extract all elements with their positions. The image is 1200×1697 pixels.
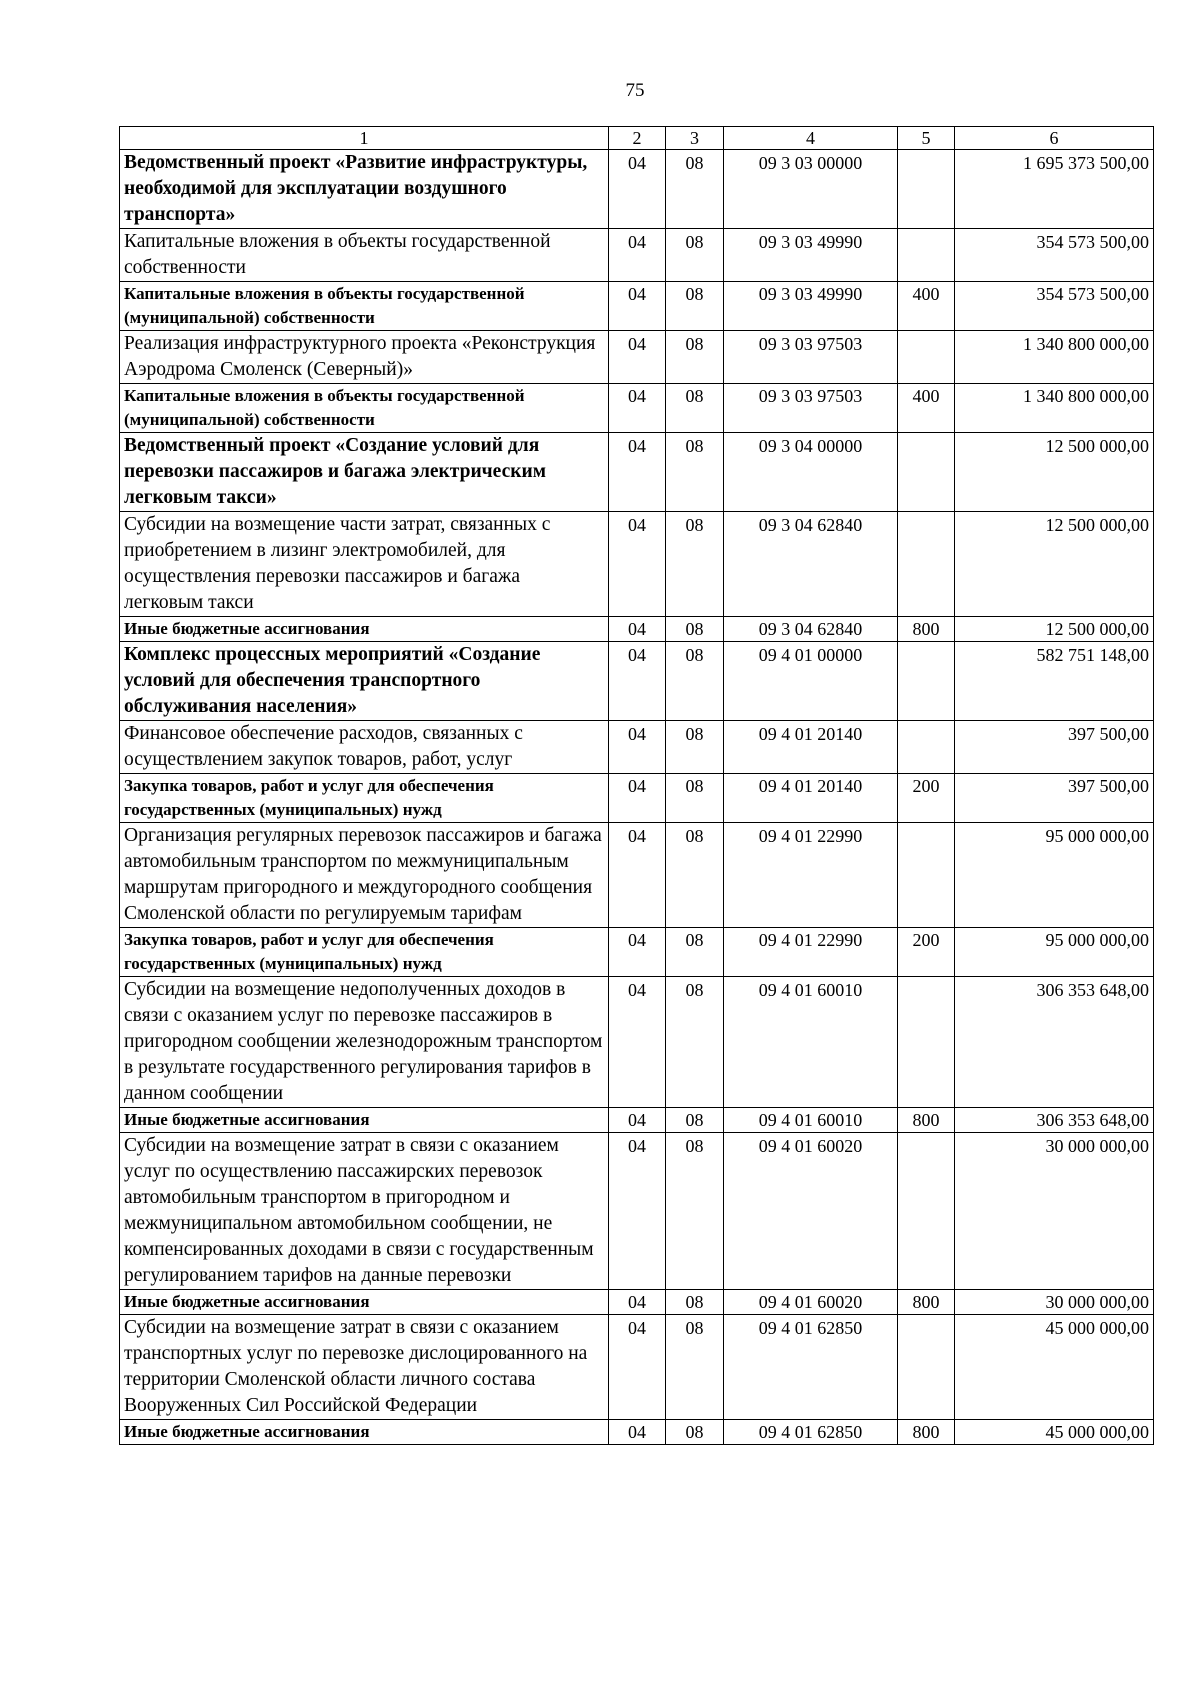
table-row [120,617,1154,642]
row-name-cell: Субсидии на возмещение затрат в связи с оказанием транспортных услуг по перевозке дислоцированного на территории Смоленской области личного состава Вооруженных Сил Российской Федерации [120,1315,609,1420]
row-expense-type-cell [898,721,955,774]
row-target-article-cell: 09 4 01 20140 [724,774,898,823]
row-name-cell: Закупка товаров, работ и услуг для обеспечения государственных (муниципальных) нужд [120,928,609,977]
row-section-cell: 04 [609,642,666,721]
row-expense-type-cell: 800 [898,617,955,642]
row-subsection-cell: 08 [666,977,724,1108]
row-name-cell: Ведомственный проект «Создание условий для перевозки пассажиров и багажа электрическим легковым такси» [120,433,609,512]
row-name-cell: Организация регулярных перевозок пассажиров и багажа автомобильным транспортом по межмуниципальным маршрутам пригородного и междугородного сообщения Смоленской области по регулируемым тарифам [120,823,609,928]
row-amount-cell: 45 000 000,00 [955,1315,1154,1420]
row-subsection-cell: 08 [666,1108,724,1133]
row-subsection-cell: 08 [666,774,724,823]
row-name-cell: Капитальные вложения в объекты государственной собственности [120,229,609,282]
table-row [120,1315,1154,1420]
row-target-article-cell: 09 3 04 00000 [724,433,898,512]
row-section-cell: 04 [609,1133,666,1290]
table-row [120,384,1154,433]
row-target-article-cell: 09 4 01 60010 [724,977,898,1108]
column-header: 4 [724,127,898,150]
row-expense-type-cell [898,150,955,229]
table-row [120,774,1154,823]
row-name-cell: Иные бюджетные ассигнования [120,617,609,642]
row-amount-cell: 397 500,00 [955,721,1154,774]
row-target-article-cell: 09 3 03 97503 [724,384,898,433]
row-expense-type-cell: 400 [898,384,955,433]
row-expense-type-cell [898,1315,955,1420]
row-target-article-cell: 09 4 01 60010 [724,1108,898,1133]
budget-table [119,126,1154,1445]
table-row [120,512,1154,617]
row-name-cell: Субсидии на возмещение части затрат, связанных с приобретением в лизинг электромобилей, для осуществления перевозки пассажиров и багажа легковым такси [120,512,609,617]
row-subsection-cell: 08 [666,823,724,928]
row-subsection-cell: 08 [666,229,724,282]
row-subsection-cell: 08 [666,1315,724,1420]
row-subsection-cell: 08 [666,1290,724,1315]
row-amount-cell: 30 000 000,00 [955,1290,1154,1315]
row-subsection-cell: 08 [666,433,724,512]
column-header: 6 [955,127,1154,150]
table-row [120,150,1154,229]
row-expense-type-cell [898,512,955,617]
table-row [120,823,1154,928]
row-amount-cell: 354 573 500,00 [955,282,1154,331]
row-expense-type-cell: 800 [898,1290,955,1315]
row-subsection-cell: 08 [666,512,724,617]
column-header: 5 [898,127,955,150]
row-expense-type-cell [898,1133,955,1290]
row-section-cell: 04 [609,150,666,229]
row-amount-cell: 12 500 000,00 [955,617,1154,642]
row-expense-type-cell [898,977,955,1108]
table-row [120,1133,1154,1290]
row-name-cell: Капитальные вложения в объекты государственной (муниципальной) собственности [120,384,609,433]
row-section-cell: 04 [609,774,666,823]
row-target-article-cell: 09 3 04 62840 [724,617,898,642]
row-name-cell: Реализация инфраструктурного проекта «Реконструкция Аэродрома Смоленск (Северный)» [120,331,609,384]
row-name-cell: Комплекс процессных мероприятий «Создание условий для обеспечения транспортного обслуживания населения» [120,642,609,721]
row-target-article-cell: 09 4 01 22990 [724,823,898,928]
row-subsection-cell: 08 [666,617,724,642]
row-target-article-cell: 09 4 01 22990 [724,928,898,977]
row-name-cell: Капитальные вложения в объекты государственной (муниципальной) собственности [120,282,609,331]
row-section-cell: 04 [609,384,666,433]
table-row [120,433,1154,512]
row-amount-cell: 95 000 000,00 [955,928,1154,977]
table-row [120,229,1154,282]
row-target-article-cell: 09 3 04 62840 [724,512,898,617]
row-amount-cell: 1 695 373 500,00 [955,150,1154,229]
row-section-cell: 04 [609,617,666,642]
table-row [120,1108,1154,1133]
table-row [120,642,1154,721]
column-header: 1 [120,127,609,150]
row-subsection-cell: 08 [666,282,724,331]
row-amount-cell: 397 500,00 [955,774,1154,823]
row-expense-type-cell: 200 [898,774,955,823]
row-subsection-cell: 08 [666,928,724,977]
row-target-article-cell: 09 3 03 49990 [724,229,898,282]
table-row [120,331,1154,384]
row-expense-type-cell [898,331,955,384]
table-row [120,1420,1154,1445]
row-subsection-cell: 08 [666,1420,724,1445]
row-subsection-cell: 08 [666,1133,724,1290]
row-amount-cell: 1 340 800 000,00 [955,331,1154,384]
row-name-cell: Субсидии на возмещение затрат в связи с оказанием услуг по осуществлению пассажирских перевозок автомобильным транспортом в пригородном и межмуниципальном автомобильном сообщении, не компенсированных доходами в связи с государственным регулированием тарифов на данные перевозки [120,1133,609,1290]
table-row [120,282,1154,331]
row-section-cell: 04 [609,433,666,512]
row-amount-cell: 354 573 500,00 [955,229,1154,282]
row-expense-type-cell [898,229,955,282]
column-header: 3 [666,127,724,150]
row-expense-type-cell: 400 [898,282,955,331]
row-section-cell: 04 [609,1420,666,1445]
page-number: 75 [625,80,645,101]
row-section-cell: 04 [609,823,666,928]
row-name-cell: Иные бюджетные ассигнования [120,1290,609,1315]
row-expense-type-cell: 800 [898,1420,955,1445]
row-subsection-cell: 08 [666,384,724,433]
row-section-cell: 04 [609,1290,666,1315]
row-section-cell: 04 [609,331,666,384]
row-amount-cell: 306 353 648,00 [955,977,1154,1108]
row-name-cell: Иные бюджетные ассигнования [120,1108,609,1133]
row-amount-cell: 582 751 148,00 [955,642,1154,721]
row-name-cell: Ведомственный проект «Развитие инфраструктуры, необходимой для эксплуатации воздушного транспорта» [120,150,609,229]
row-target-article-cell: 09 4 01 62850 [724,1420,898,1445]
row-name-cell: Иные бюджетные ассигнования [120,1420,609,1445]
row-subsection-cell: 08 [666,642,724,721]
table-row [120,721,1154,774]
row-target-article-cell: 09 4 01 62850 [724,1315,898,1420]
row-name-cell: Финансовое обеспечение расходов, связанных с осуществлением закупок товаров, работ, услуг [120,721,609,774]
row-target-article-cell: 09 4 01 60020 [724,1133,898,1290]
row-section-cell: 04 [609,1108,666,1133]
table-row [120,1290,1154,1315]
row-amount-cell: 1 340 800 000,00 [955,384,1154,433]
row-expense-type-cell [898,642,955,721]
row-section-cell: 04 [609,721,666,774]
row-section-cell: 04 [609,928,666,977]
row-amount-cell: 12 500 000,00 [955,433,1154,512]
row-expense-type-cell [898,823,955,928]
row-section-cell: 04 [609,1315,666,1420]
row-target-article-cell: 09 4 01 20140 [724,721,898,774]
row-section-cell: 04 [609,977,666,1108]
row-target-article-cell: 09 4 01 00000 [724,642,898,721]
row-amount-cell: 45 000 000,00 [955,1420,1154,1445]
row-section-cell: 04 [609,512,666,617]
row-name-cell: Закупка товаров, работ и услуг для обеспечения государственных (муниципальных) нужд [120,774,609,823]
table-row [120,928,1154,977]
row-target-article-cell: 09 4 01 60020 [724,1290,898,1315]
row-expense-type-cell: 800 [898,1108,955,1133]
column-header: 2 [609,127,666,150]
row-amount-cell: 12 500 000,00 [955,512,1154,617]
row-amount-cell: 306 353 648,00 [955,1108,1154,1133]
row-section-cell: 04 [609,282,666,331]
row-target-article-cell: 09 3 03 00000 [724,150,898,229]
row-subsection-cell: 08 [666,150,724,229]
row-target-article-cell: 09 3 03 97503 [724,331,898,384]
row-section-cell: 04 [609,229,666,282]
row-expense-type-cell [898,433,955,512]
table-row [120,977,1154,1108]
row-amount-cell: 30 000 000,00 [955,1133,1154,1290]
row-amount-cell: 95 000 000,00 [955,823,1154,928]
table-header-row [120,127,1154,150]
row-name-cell: Субсидии на возмещение недополученных доходов в связи с оказанием услуг по перевозке пассажиров в пригородном сообщении железнодорожным транспортом в результате государственного регулирования тарифов в данном сообщении [120,977,609,1108]
row-target-article-cell: 09 3 03 49990 [724,282,898,331]
row-expense-type-cell: 200 [898,928,955,977]
row-subsection-cell: 08 [666,331,724,384]
row-subsection-cell: 08 [666,721,724,774]
